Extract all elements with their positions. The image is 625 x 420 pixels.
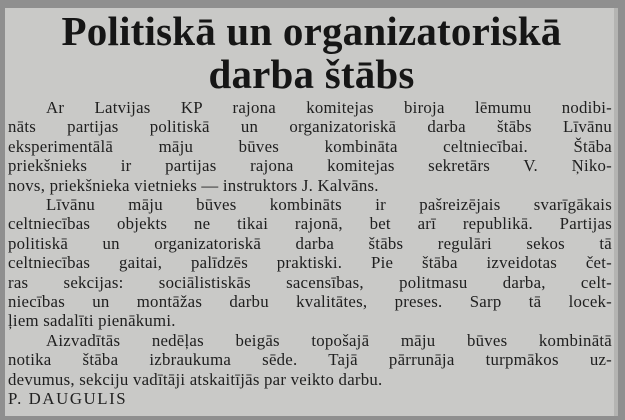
text-line: ļiem sadalīti pienākumi. bbox=[8, 311, 176, 331]
text-line: Līvānu māju būves kombināts ir pašreizējais svarīgākais bbox=[46, 195, 612, 215]
article-byline: P. DAUGULIS bbox=[8, 389, 128, 409]
text-line: devumus, sekciju vadītāji atskaitījās par veikto darbu. bbox=[8, 369, 383, 389]
headline-line: Politiskā un organizatoriskā bbox=[61, 8, 562, 54]
paragraph bbox=[8, 98, 612, 195]
paragraph bbox=[8, 331, 612, 389]
article-headline bbox=[5, 8, 618, 96]
text-line: niecības un montāžas darbu kvalitātes, preses. Sarp tā locek- bbox=[8, 292, 612, 312]
text-line: novs, priekšnieka vietnieks — instruktors J. Kalvāns. bbox=[8, 175, 379, 195]
headline-line: darba štābs bbox=[208, 51, 415, 97]
text-line: nāts partijas politiskā un organizatoriskā darba štābs Līvānu bbox=[8, 117, 612, 137]
paragraph bbox=[8, 195, 612, 331]
text-line: Ar Latvijas KP rajona komitejas biroja lēmumu nodibi- bbox=[46, 98, 612, 117]
text-line: priekšnieks ir partijas rajona komitejas sekretārs V. Ņiko- bbox=[8, 156, 612, 176]
text-line: notika štāba izbraukuma sēde. Tajā pārrunāja turpmākos uz- bbox=[8, 350, 612, 370]
text-line: ras sekcijas: sociālistiskās sacensības, politmasu darba, celt- bbox=[8, 272, 612, 292]
text-line: celtniecības objekts ne tikai rajonā, bet arī republikā. Partijas bbox=[8, 214, 612, 234]
text-line: eksperimentālā māju būves kombināta celtniecībai. Štāba bbox=[8, 136, 612, 156]
text-line: politiskā un organizatoriskā darba štābs regulāri sekos tā bbox=[8, 233, 612, 253]
text-line: Aizvadītās nedēļas beigās topošajā māju būves kombinātā bbox=[46, 330, 612, 350]
scan-edge bbox=[614, 8, 618, 416]
newspaper-clipping bbox=[5, 8, 618, 416]
text-line: celtniecības gaitai, palīdzēs praktiski. Pie štāba izveidotas čet- bbox=[8, 253, 612, 273]
article-body bbox=[8, 98, 612, 409]
